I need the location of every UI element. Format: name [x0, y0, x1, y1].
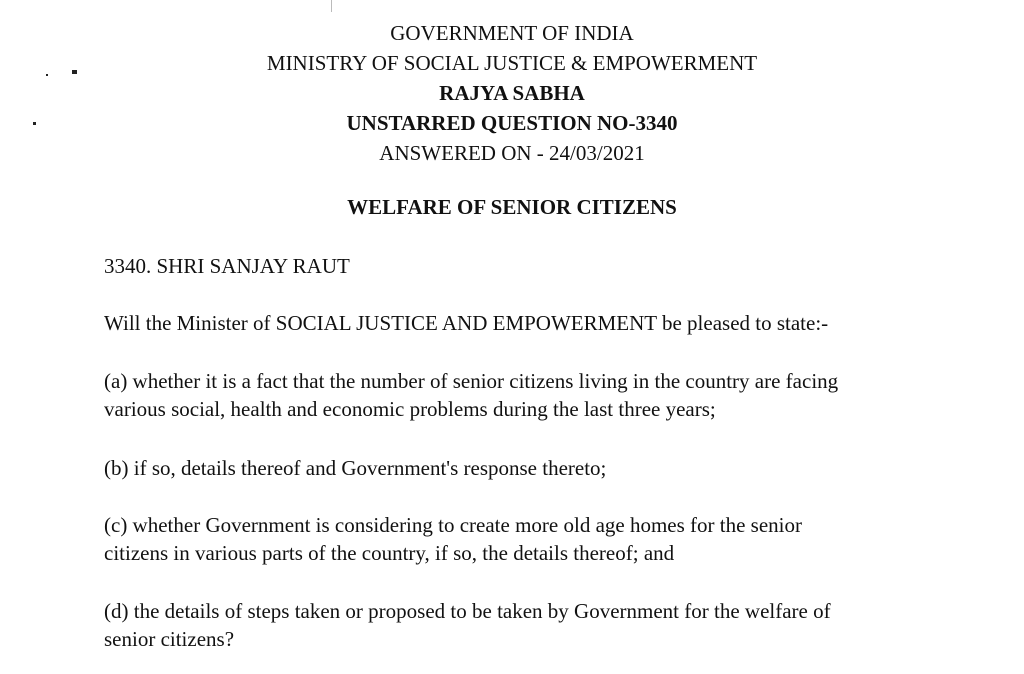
house-line: RAJYA SABHA: [439, 81, 585, 105]
part-a-line-2: various social, health and economic problems during the last three years;: [104, 397, 716, 421]
part-c-line-2: citizens in various parts of the country, if so, the details thereof; and: [104, 541, 675, 565]
part-b: [104, 454, 904, 482]
part-a-line-1: (a) whether it is a fact that the number of senior citizens living in the country are facing: [104, 369, 839, 393]
question-number: UNSTARRED QUESTION NO-3340: [346, 111, 678, 135]
answered-date: ANSWERED ON - 24/03/2021: [379, 141, 645, 165]
part-c-line-1: (c) whether Government is considering to create more old age homes for the senior: [104, 513, 803, 537]
asker-line: [104, 252, 904, 280]
part-b-line-1: (b) if so, details thereof and Government's response thereto;: [104, 456, 607, 480]
asker-name: 3340. SHRI SANJAY RAUT: [104, 254, 350, 278]
question-title: WELFARE OF SENIOR CITIZENS: [347, 195, 677, 219]
intro-line: [104, 309, 904, 337]
ministry-line: MINISTRY OF SOCIAL JUSTICE & EMPOWERMENT: [266, 51, 758, 75]
part-c: [104, 511, 904, 567]
part-d: [104, 597, 904, 653]
part-d-line-1: (d) the details of steps taken or proposed to be taken by Government for the welfare of: [104, 599, 831, 623]
intro-text: Will the Minister of SOCIAL JUSTICE AND EMPOWERMENT be pleased to state:-: [104, 311, 829, 335]
government-line: GOVERNMENT OF INDIA: [390, 21, 634, 45]
scan-mark: [331, 0, 332, 12]
part-d-line-2: senior citizens?: [104, 627, 235, 651]
part-a: [104, 367, 904, 423]
document-header: [0, 18, 1024, 168]
